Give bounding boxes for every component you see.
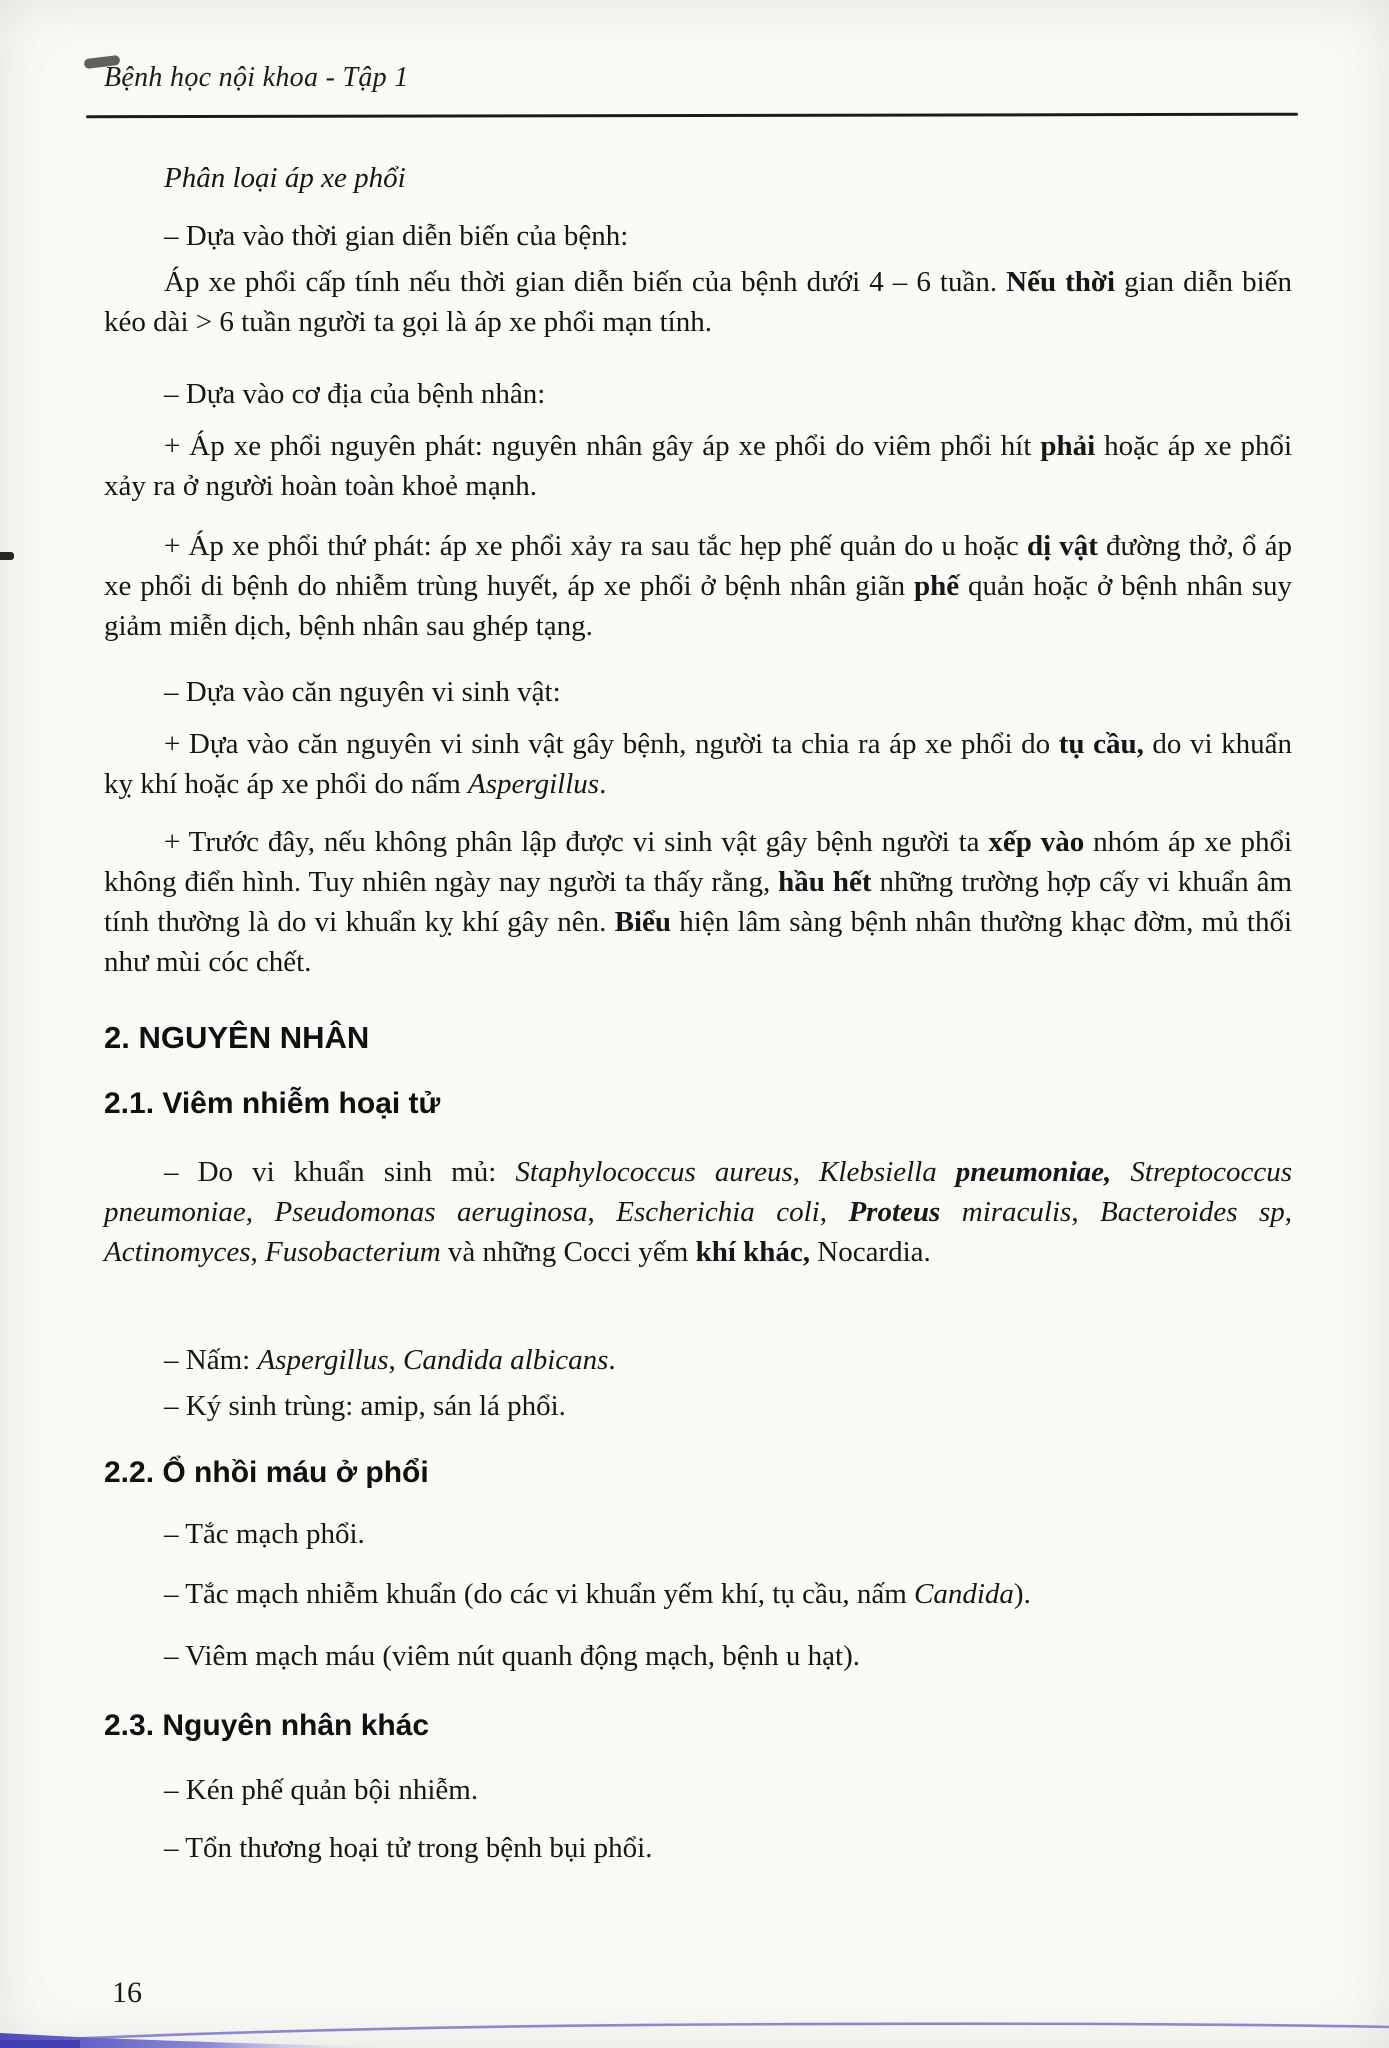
subsection-heading-nguyen-nhan-khac: 2.3. Nguyên nhân khác (104, 1709, 430, 1742)
paragraph-ap-xe-cap-tinh: Áp xe phổi cấp tính nếu thời gian diễn biến của bệnh dưới 4 – 6 tuần. Nếu thời gian diễn biến kéo dài > 6 tuần người ta gọi là áp xe phổi mạn tính. (104, 266, 1292, 338)
dash-item-can-nguyen: – Dựa vào căn nguyên vi sinh vật: (164, 676, 561, 708)
page-number: 16 (112, 1976, 142, 2009)
dash-item-tac-mach-nhiem-khuan: – Tắc mạch nhiễm khuẩn (do các vi khuẩn yếm khí, tụ cầu, nấm Candida). (164, 1578, 1031, 1610)
dash-item-ken-phe-quan: – Kén phế quản bội nhiễm. (164, 1774, 479, 1806)
paragraph-vi-khuan-sinh-mu: – Do vi khuẩn sinh mủ: Staphylococcus aureus, Klebsiella pneumoniae, Streptococcus pneumoniae, Pseudomonas aeruginosa, Escherichia coli, Proteus miraculis, Bacteroides sp, Actinomyces, Fusobacterium và những Cocci yếm khí khác, Nocardia. (104, 1156, 1292, 1268)
subtitle-phan-loai: Phân loại áp xe phổi (164, 162, 406, 194)
dash-item-ky-sinh-trung: – Ký sinh trùng: amip, sán lá phổi. (164, 1390, 566, 1422)
running-header-title: Bệnh học nội khoa - Tập 1 (104, 62, 409, 93)
dash-item-viem-mach-mau: – Viêm mạch máu (viêm nút quanh động mạch, bệnh u hạt). (164, 1640, 860, 1672)
header-rule (86, 113, 1298, 119)
dash-item-thoi-gian: – Dựa vào thời gian diễn biến của bệnh: (164, 220, 629, 252)
subsection-heading-viem-nhiem: 2.1. Viêm nhiễm hoại tử (104, 1087, 441, 1120)
paragraph-vi-sinh-vat: + Dựa vào căn nguyên vi sinh vật gây bệnh, người ta chia ra áp xe phổi do tụ cầu, do vi khuẩn kỵ khí hoặc áp xe phổi do nấm Aspergillus. (104, 728, 1292, 800)
dash-item-co-dia: – Dựa vào cơ địa của bệnh nhân: (164, 378, 546, 410)
scan-edge-decoration (0, 2000, 1389, 2048)
left-edge-scan-mark (0, 552, 14, 560)
paragraph-thu-phat: + Áp xe phổi thứ phát: áp xe phổi xảy ra sau tắc hẹp phế quản do u hoặc dị vật đường thở, ổ áp xe phổi di bệnh do nhiễm trùng huyết, áp xe phổi ở bệnh nhân giãn phế quản hoặc ở bệnh nhân suy giảm miễn dịch, bệnh nhân sau ghép tạng. (104, 530, 1292, 642)
dash-item-tac-mach-phoi: – Tắc mạch phổi. (164, 1518, 365, 1550)
subsection-heading-o-nhoi-mau: 2.2. Ổ nhồi máu ở phổi (104, 1456, 429, 1489)
section-heading-nguyen-nhan: 2. NGUYÊN NHÂN (104, 1020, 370, 1055)
dash-item-nam: – Nấm: Aspergillus, Candida albicans. (164, 1344, 616, 1376)
paragraph-truoc-day: + Trước đây, nếu không phân lập được vi sinh vật gây bệnh người ta xếp vào nhóm áp xe phổi không điển hình. Tuy nhiên ngày nay người ta thấy rằng, hầu hết những trường hợp cấy vi khuẩn âm tính thường là do vi khuẩn kỵ khí gây nên. Biểu hiện lâm sàng bệnh nhân thường khạc đờm, mủ thối như mùi cóc chết. (104, 826, 1293, 978)
dash-item-ton-thuong: – Tổn thương hoại tử trong bệnh bụi phổi. (164, 1832, 653, 1864)
paragraph-nguyen-phat: + Áp xe phổi nguyên phát: nguyên nhân gây áp xe phổi do viêm phổi hít phải hoặc áp xe phổi xảy ra ở người hoàn toàn khoẻ mạnh. (104, 430, 1293, 502)
